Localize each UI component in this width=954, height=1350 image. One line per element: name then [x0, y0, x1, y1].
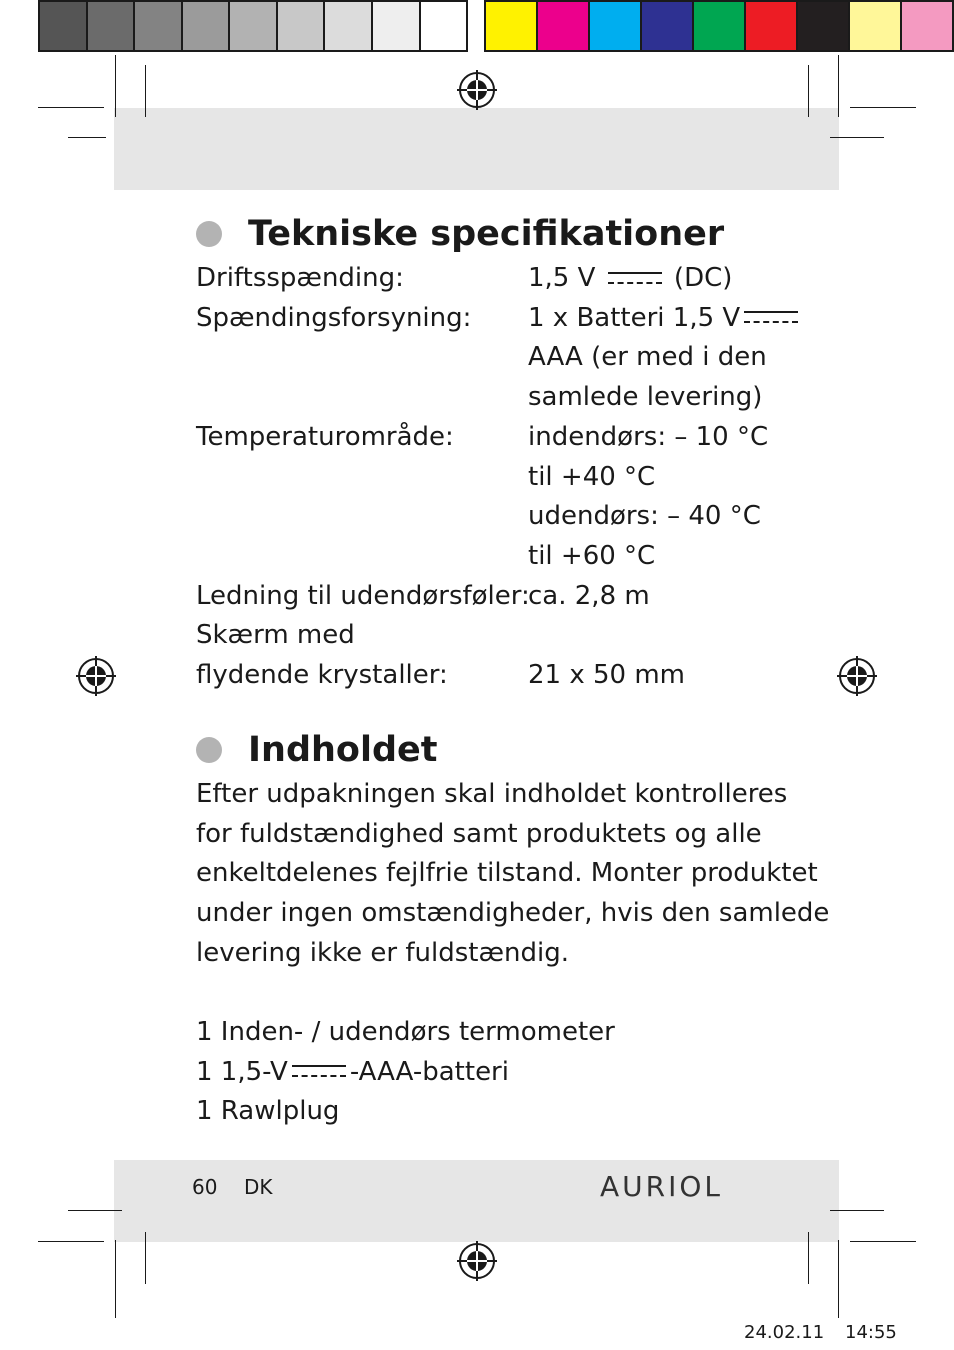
gray-swatch: [88, 0, 136, 52]
spec-value: til +40 °C: [528, 461, 656, 492]
paragraph-line: enkeltdelenes fejlfrie tilstand. Monter produktet: [196, 858, 818, 889]
gray-swatch: [230, 0, 278, 52]
bullet-dot-icon: [196, 221, 222, 247]
spec-value: til +60 °C: [528, 540, 656, 571]
gray-calibration-bar: [38, 0, 468, 52]
paragraph-line: under ingen omstændigheder, hvis den samlede: [196, 898, 830, 929]
color-swatch: [798, 0, 850, 52]
language-code: DK: [244, 1175, 273, 1199]
gray-swatch: [278, 0, 326, 52]
registration-mark-icon: [837, 656, 877, 696]
trim-mark: [38, 107, 104, 108]
spec-value: 1 x Batteri 1,5 V: [528, 298, 802, 338]
paragraph-line: for fuldstændighed samt produktets og alle: [196, 818, 762, 849]
bullet-dot-icon: [196, 737, 222, 763]
trim-mark: [145, 65, 146, 117]
trim-mark: [808, 65, 809, 117]
list-item: 1 Inden- / udendørs termometer: [196, 1017, 615, 1047]
registration-mark-icon: [457, 70, 497, 110]
gray-swatch: [135, 0, 183, 52]
dc-symbol-icon: [744, 309, 798, 327]
spec-value: samlede levering): [528, 382, 763, 413]
section-heading-specs: [196, 214, 724, 254]
footer-band: [114, 1160, 839, 1242]
spec-label: Spændingsforsyning:: [196, 302, 472, 333]
spec-label: Skærm med: [196, 620, 355, 651]
color-swatch: [746, 0, 798, 52]
spec-label: Driftsspænding:: [196, 263, 404, 293]
spec-value: 21 x 50 mm: [528, 660, 686, 690]
trim-mark: [838, 55, 839, 117]
color-calibration-bar: [484, 0, 954, 52]
trim-mark: [850, 1241, 916, 1242]
spec-label: Temperaturområde:: [196, 421, 454, 452]
spec-value: AAA (er med i den: [528, 342, 767, 373]
dc-symbol-icon: [292, 1063, 346, 1081]
paragraph-line: Efter udpakningen skal indholdet kontrolleres: [196, 779, 788, 809]
section-heading-contents: [196, 730, 437, 770]
trim-mark: [838, 1240, 839, 1318]
spec-label: flydende krystaller:: [196, 660, 448, 690]
trim-mark: [850, 107, 916, 108]
trim-mark: [68, 1210, 122, 1211]
dc-symbol-icon: [608, 270, 662, 288]
timestamp-time: 14:55: [845, 1322, 897, 1343]
registration-mark-icon: [457, 1241, 497, 1281]
trim-mark: [38, 1241, 104, 1242]
page-number: 60: [192, 1175, 218, 1199]
gray-swatch: [421, 0, 469, 52]
color-swatch: [642, 0, 694, 52]
list-item: 1 Rawlplug: [196, 1096, 340, 1127]
color-swatch: [538, 0, 590, 52]
list-item: 1 1,5-V -AAA-batteri: [196, 1056, 509, 1087]
gray-swatch: [373, 0, 421, 52]
spec-value: 1,5 V (DC): [528, 263, 733, 293]
section-title: Indholdet: [248, 730, 438, 770]
trim-mark: [115, 55, 116, 117]
header-band: [114, 108, 839, 190]
trim-mark: [830, 137, 884, 138]
trim-mark: [830, 1210, 884, 1211]
color-swatch: [850, 0, 902, 52]
color-swatch: [590, 0, 642, 52]
gray-swatch: [325, 0, 373, 52]
color-swatch: [694, 0, 746, 52]
gray-swatch: [183, 0, 231, 52]
trim-mark: [145, 1232, 146, 1284]
gray-swatch: [38, 0, 88, 52]
color-swatch: [902, 0, 954, 52]
timestamp-date: 24.02.11: [744, 1322, 825, 1343]
trim-mark: [808, 1232, 809, 1284]
color-swatch: [484, 0, 538, 52]
spec-value: ca. 2,8 m: [528, 580, 650, 611]
trim-mark: [115, 1240, 116, 1318]
spec-value: udendørs: – 40 °C: [528, 501, 761, 532]
paragraph-line: levering ikke er fuldstændig.: [196, 937, 569, 968]
brand-logo: AURIOL: [600, 1170, 723, 1203]
registration-mark-icon: [76, 656, 116, 696]
trim-mark: [68, 137, 106, 138]
section-title: Tekniske specifikationer: [248, 214, 725, 254]
spec-value: indendørs: – 10 °C: [528, 421, 769, 452]
spec-label: Ledning til udendørsføler:: [196, 580, 530, 611]
